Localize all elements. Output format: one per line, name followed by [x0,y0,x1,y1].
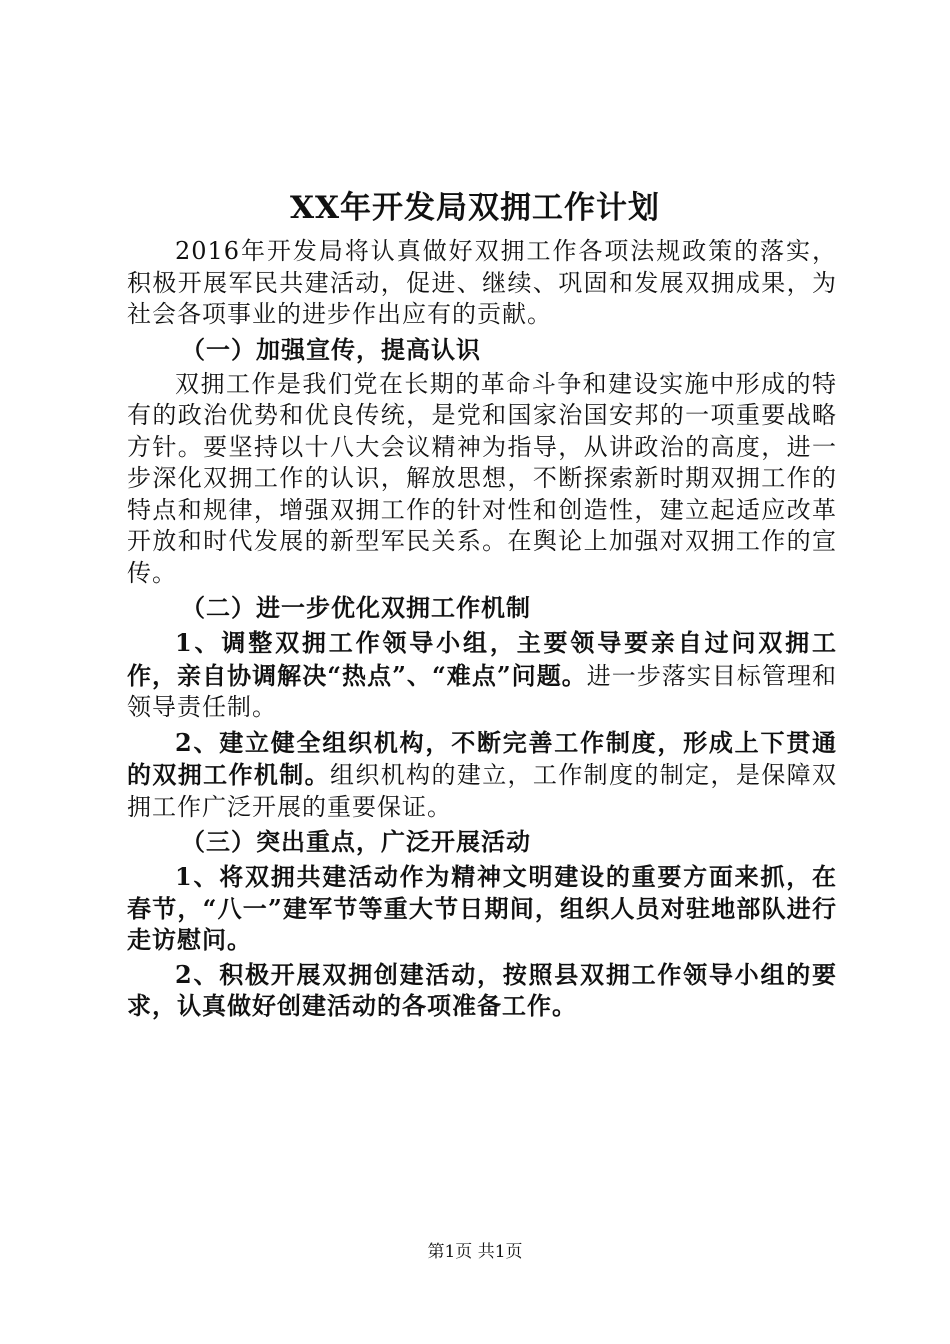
section-2-item-2 [127,727,837,824]
section-2-item-2-bold: 2、建立健全组织机构，不断完善工作制度，形成上下贯通的双拥工作机制。 [127,727,837,789]
section-3-heading: （三）突出重点，广泛开展活动 [181,827,531,856]
section-2-item-1-bold: 1、调整双拥工作领导小组，主要领导要亲自过问双拥工作，亲自协调解决“热点”、“难点”问题。 [127,628,837,690]
section-3-item-1: 1、将双拥共建活动作为精神文明建设的重要方面来抓，在春节，“八一”建军节等重大节日期间，组织人员对驻地部队进行走访慰问。 [127,862,837,954]
page-footer: 第1页 共1页 [427,1242,523,1262]
intro-paragraph: 2016年开发局将认真做好双拥工作各项法规政策的落实，积极开展军民共建活动，促进、继续、巩固和发展双拥成果，为社会各项事业的进步作出应有的贡献。 [127,237,837,328]
document-body [127,236,837,1025]
section-1-paragraph: 双拥工作是我们党在长期的革命斗争和建设实施中形成的特有的政治优势和优良传统，是党和国家治国安邦的一项重要战略方针。要坚持以十八大会议精神为指导，从讲政治的高度，进一步深化双拥工作的认识，解放思想，不断探索新时期双拥工作的特点和规律，增强双拥工作的针对性和创造性，建立起适应改革开放和时代发展的新型军民关系。在舆论上加强对双拥工作的宣传。 [127,369,837,587]
section-2-heading: （二）进一步优化双拥工作机制 [181,593,531,622]
document-title: XX年开发局双拥工作计划 [289,190,661,226]
section-2-item-2-rest: 组织机构的建立，工作制度的制定，是保障双拥工作广泛开展的重要保证。 [127,761,838,821]
section-2-item-1-rest: 进一步落实目标管理和领导责任制。 [127,661,838,721]
section-3-item-2: 2、积极开展双拥创建活动，按照县双拥工作领导小组的要求，认真做好创建活动的各项准备工作。 [127,959,837,1020]
section-2-item-1 [127,627,837,724]
section-1-heading: （一）加强宣传，提高认识 [181,334,481,364]
